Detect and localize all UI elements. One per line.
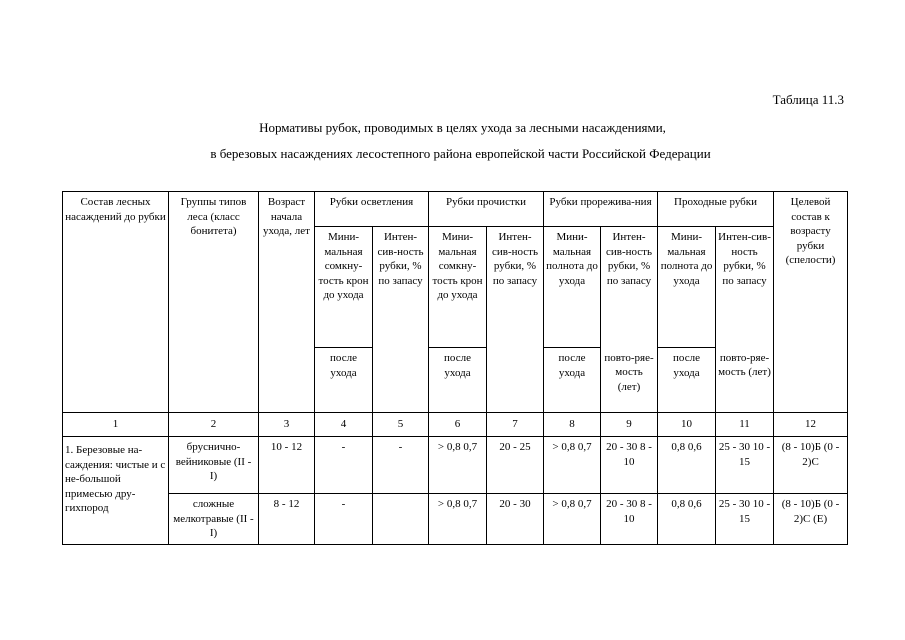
cell-target: (8 - 10)Б (0 - 2)С — [774, 437, 848, 494]
cell-passing-density: 0,8 0,6 — [658, 494, 716, 545]
cell-composition: 1. Березовые на-саждения: чистые и с не-большой примесью дру-гихпород — [63, 437, 169, 545]
column-number: 2 — [169, 413, 259, 437]
norms-table — [62, 191, 848, 545]
header-forest-groups: Группы типов леса (класс бонитета) — [169, 192, 259, 413]
header-start-age: Возраст начала ухода, лет — [259, 192, 315, 413]
column-number: 1 — [63, 413, 169, 437]
column-number: 8 — [544, 413, 601, 437]
column-number: 5 — [373, 413, 429, 437]
header-cleaning-closure: Мини-мальная сомкну-тость крон до ухода — [429, 227, 487, 348]
header-row-1 — [63, 192, 848, 227]
cell-cleaning-closure: > 0,8 0,7 — [429, 437, 487, 494]
cell-cleaning-intensity: 20 - 30 — [487, 494, 544, 545]
header-thinning-intensity: Интен-сив-ность рубки, % по запасу — [601, 227, 658, 348]
header-clearing-closure: Мини-мальная сомкну-тость крон до ухода — [315, 227, 373, 348]
cell-group: бруснично-вейниковые (II - I) — [169, 437, 259, 494]
table-caption: Таблица 11.3 — [772, 92, 844, 107]
header-clearing-intensity: Интен-сив-ность рубки, % по запасу — [373, 227, 429, 413]
column-numbers-row — [63, 413, 848, 437]
cell-clearing-closure: - — [315, 437, 373, 494]
cell-thinning-intensity: 20 - 30 8 - 10 — [601, 494, 658, 545]
title-line-2: в березовых насаждениях лесостепного района европейской части Российской Федерации — [210, 146, 711, 161]
column-number: 6 — [429, 413, 487, 437]
column-number: 10 — [658, 413, 716, 437]
column-number: 11 — [716, 413, 774, 437]
cell-passing-intensity: 25 - 30 10 - 15 — [716, 437, 774, 494]
header-thinning-after: после ухода — [544, 348, 601, 413]
header-thinning-repeat: повто-ряе-мость (лет) — [601, 348, 658, 413]
header-cleaning-intensity: Интен-сив-ность рубки, % по запасу — [487, 227, 544, 413]
cell-passing-density: 0,8 0,6 — [658, 437, 716, 494]
header-passing: Проходные рубки — [658, 192, 774, 227]
cell-clearing-intensity: - — [373, 437, 429, 494]
cell-age: 10 - 12 — [259, 437, 315, 494]
header-passing-repeat: повто-ряе-мость (лет) — [716, 348, 774, 413]
column-number: 4 — [315, 413, 373, 437]
header-clearing: Рубки осветления — [315, 192, 429, 227]
table-row — [63, 437, 848, 494]
cell-thinning-density: > 0,8 0,7 — [544, 494, 601, 545]
column-number: 3 — [259, 413, 315, 437]
header-passing-density: Мини-мальная полнота до ухода — [658, 227, 716, 348]
cell-passing-intensity: 25 - 30 10 - 15 — [716, 494, 774, 545]
cell-cleaning-intensity: 20 - 25 — [487, 437, 544, 494]
cell-clearing-closure: - — [315, 494, 373, 545]
column-number: 12 — [774, 413, 848, 437]
header-passing-intensity: Интен-сив-ность рубки, % по запасу — [716, 227, 774, 348]
cell-thinning-density: > 0,8 0,7 — [544, 437, 601, 494]
header-passing-after: после ухода — [658, 348, 716, 413]
cell-cleaning-closure: > 0,8 0,7 — [429, 494, 487, 545]
header-cleaning-after: после ухода — [429, 348, 487, 413]
header-clearing-after: после ухода — [315, 348, 373, 413]
cell-group: сложные мелкотравые (II - I) — [169, 494, 259, 545]
header-thinning-density: Мини-мальная полнота до ухода — [544, 227, 601, 348]
cell-target: (8 - 10)Б (0 - 2)С (Е) — [774, 494, 848, 545]
header-thinning: Рубки прорежива-ния — [544, 192, 658, 227]
cell-age: 8 - 12 — [259, 494, 315, 545]
cell-thinning-intensity: 20 - 30 8 - 10 — [601, 437, 658, 494]
header-cleaning: Рубки прочистки — [429, 192, 544, 227]
cell-clearing-intensity — [373, 494, 429, 545]
title-line-1: Нормативы рубок, проводимых в целях ухода за лесными насаждениями, — [259, 120, 666, 135]
table-row — [63, 494, 848, 545]
column-number: 9 — [601, 413, 658, 437]
column-number: 7 — [487, 413, 544, 437]
header-composition: Состав лесных насаждений до рубки — [63, 192, 169, 413]
header-target: Целевой состав к возрасту рубки (спелости) — [774, 192, 848, 413]
